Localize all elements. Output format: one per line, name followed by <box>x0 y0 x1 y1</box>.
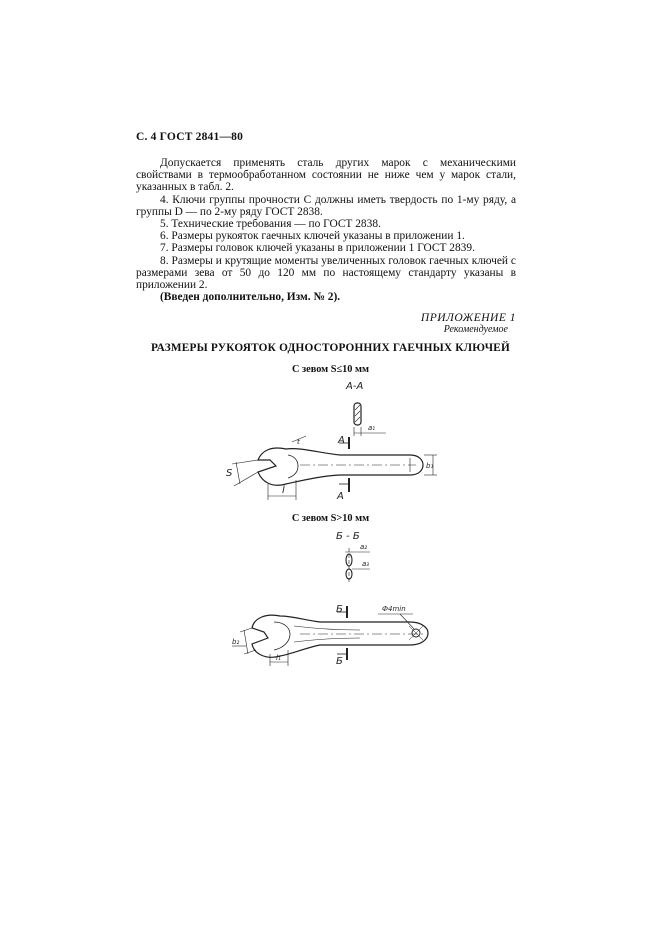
hole-diameter-label: Ф4min <box>382 605 406 613</box>
paragraph-handle-sizes: 6. Размеры рукояток гаечных ключей указаны в приложении 1. <box>160 230 465 243</box>
main-title: РАЗМЕРЫ РУКОЯТОК ОДНОСТОРОННИХ ГАЕЧНЫХ КЛЮЧЕЙ <box>150 342 511 354</box>
paragraph-head-sizes: 7. Размеры головок ключей указаны в приложении 1 ГОСТ 2839. <box>160 242 475 255</box>
paragraph-amendment: (Введен дополнительно, Изм. № 2). <box>160 291 341 304</box>
paragraph-tech-requirements: 5. Технические требования — по ГОСТ 2838. <box>160 218 381 231</box>
appendix-title: ПРИЛОЖЕНИЕ 1 <box>420 312 516 324</box>
dim-b1-label: b₁ <box>426 462 434 470</box>
cut-b-bottom-label: Б <box>336 656 343 667</box>
dim-b2-label: b₂ <box>232 638 240 646</box>
dim-a1-label: a₁ <box>368 424 376 432</box>
cut-b-top-label: Б <box>336 604 343 615</box>
figure2-caption: С зевом S>10 мм <box>291 513 370 524</box>
dim-t-label: t <box>297 438 300 446</box>
cut-a-top-label: А <box>338 435 345 446</box>
figure1-section-aa <box>345 381 386 436</box>
figure2-wrench <box>232 604 428 667</box>
dim-a3-label: a₃ <box>362 560 370 568</box>
page-header: С. 4 ГОСТ 2841—80 <box>136 131 244 143</box>
paragraph-hardness: 4. Ключи группы прочности С должны иметь твердость по 1-му ряду, а группы D — по 2-му ряду ГОСТ 2838. <box>136 193 516 218</box>
section-bb-label: Б - Б <box>336 531 360 542</box>
figure1-caption: С зевом S≤10 мм <box>291 364 370 375</box>
dim-s-label: S <box>226 468 233 479</box>
dim-l-label: l <box>282 485 285 496</box>
figure2-section-bb <box>336 531 370 584</box>
section-aa-label: А-А <box>346 381 364 392</box>
dim-a2-label: a₂ <box>360 543 368 551</box>
paragraph-steel: Допускается применять сталь других марок с механическими свойствами в термообработанном состоянии не ниже чем у марок стали, указанных в табл. 2. <box>136 157 516 194</box>
figure1-wrench <box>226 435 437 502</box>
cut-a-bottom-label: А <box>337 491 344 502</box>
dim-l1-label: l₁ <box>276 654 281 662</box>
paragraph-enlarged-heads: 8. Размеры и крутящие моменты увеличенных головок гаечных ключей с размерами зева от 50 до 120 мм по настоящему стандарту указаны в приложении 2. <box>136 254 516 292</box>
appendix-subtitle: Рекомендуемое <box>443 324 508 335</box>
